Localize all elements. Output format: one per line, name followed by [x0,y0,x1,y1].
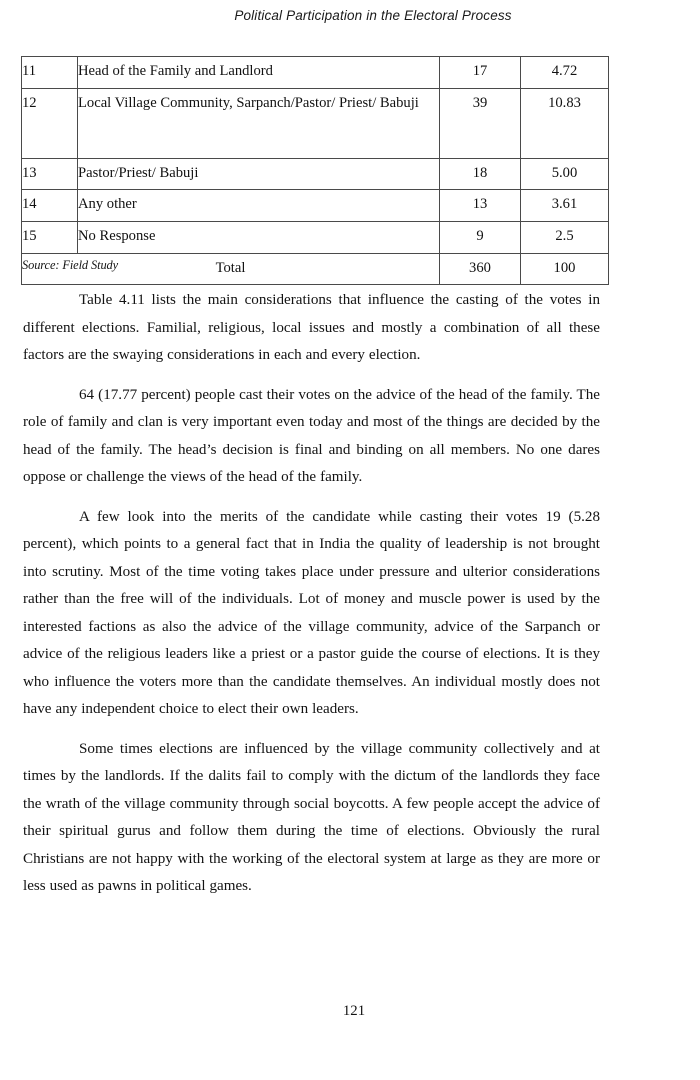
table-source-note: Source: Field Study [22,258,119,272]
cell-frequency: 17 [440,57,521,89]
paragraph: Some times elections are influenced by the village community collectively and at times by the landlords. If the dalits fail to comply with the dictum of the landlords they face the wrath of the village community through social boycotts. A few people accept the advice of their spiritual gurus and follow them during the time of elections. Obviously the rural Christians are not happy with the working of the electoral system at large as they are more or less used as pawns in political games. [23,740,600,894]
cell-item: Local Village Community, Sarpanch/Pastor/ Priest/ Babuji [78,88,440,158]
cell-frequency: 18 [440,158,521,190]
body-text [23,287,600,901]
cell-serial: 13 [22,158,78,190]
cell-percentage: 3.61 [521,190,609,222]
cell-percentage: 4.72 [521,57,609,89]
table-row [22,158,609,190]
cell-serial: 12 [22,88,78,158]
cell-item: Head of the Family and Landlord [78,57,440,89]
table-body [22,57,609,285]
cell-item: Any other [78,190,440,222]
cell-serial: 11 [22,57,78,89]
running-header [0,8,700,23]
cell-percentage: 5.00 [521,158,609,190]
cell-frequency: 13 [440,190,521,222]
data-table-container [21,56,608,285]
cell-percentage: 2.5 [521,221,609,253]
cell-serial: 15 [22,221,78,253]
considerations-table [21,56,609,285]
cell-total-label: Total [22,253,440,285]
table-row [22,88,609,158]
cell-total-frequency: 360 [440,253,521,285]
cell-frequency: 9 [440,221,521,253]
paragraph: Table 4.11 lists the main considerations that influence the casting of the votes in different elections. Familial, religious, local issues and mostly a combination of all these factors are the swaying considerations in each and every election. [23,292,600,363]
cell-percentage: 10.83 [521,88,609,158]
paragraph: A few look into the merits of the candidate while casting their votes 19 (5.28 percent), which points to a general fact that in India the quality of leadership is not brought into scrutiny. Most of the time voting takes place under pressure and ulterior considerations rather than the free will of the individuals. Lot of money and muscle power is used by the interested factions as also the advice of the village community, advice of the Sarpanch or advice of the religious leaders like a priest or a pastor guide the course of elections. It is they who influence the voters more than the candidate themselves. An individual mostly does not have any independent choice to elect their own leaders. [23,508,600,717]
table-row [22,190,609,222]
page-footer [0,1003,700,1020]
cell-frequency: 39 [440,88,521,158]
cell-total-percentage: 100 [521,253,609,285]
cell-item: Pastor/Priest/ Babuji [78,158,440,190]
table-row [22,221,609,253]
running-header-title: Political Participation in the Electoral Process [234,8,512,23]
paragraph: 64 (17.77 percent) people cast their votes on the advice of the head of the family. The role of family and clan is very important even today and most of the things are decided by the head of the family. The head’s decision is final and binding on all members. No one dares oppose or challenge the views of the head of the family. [23,386,600,485]
table-row [22,57,609,89]
cell-serial: 14 [22,190,78,222]
cell-item: No Response [78,221,440,253]
page-number: 121 [342,1003,366,1019]
